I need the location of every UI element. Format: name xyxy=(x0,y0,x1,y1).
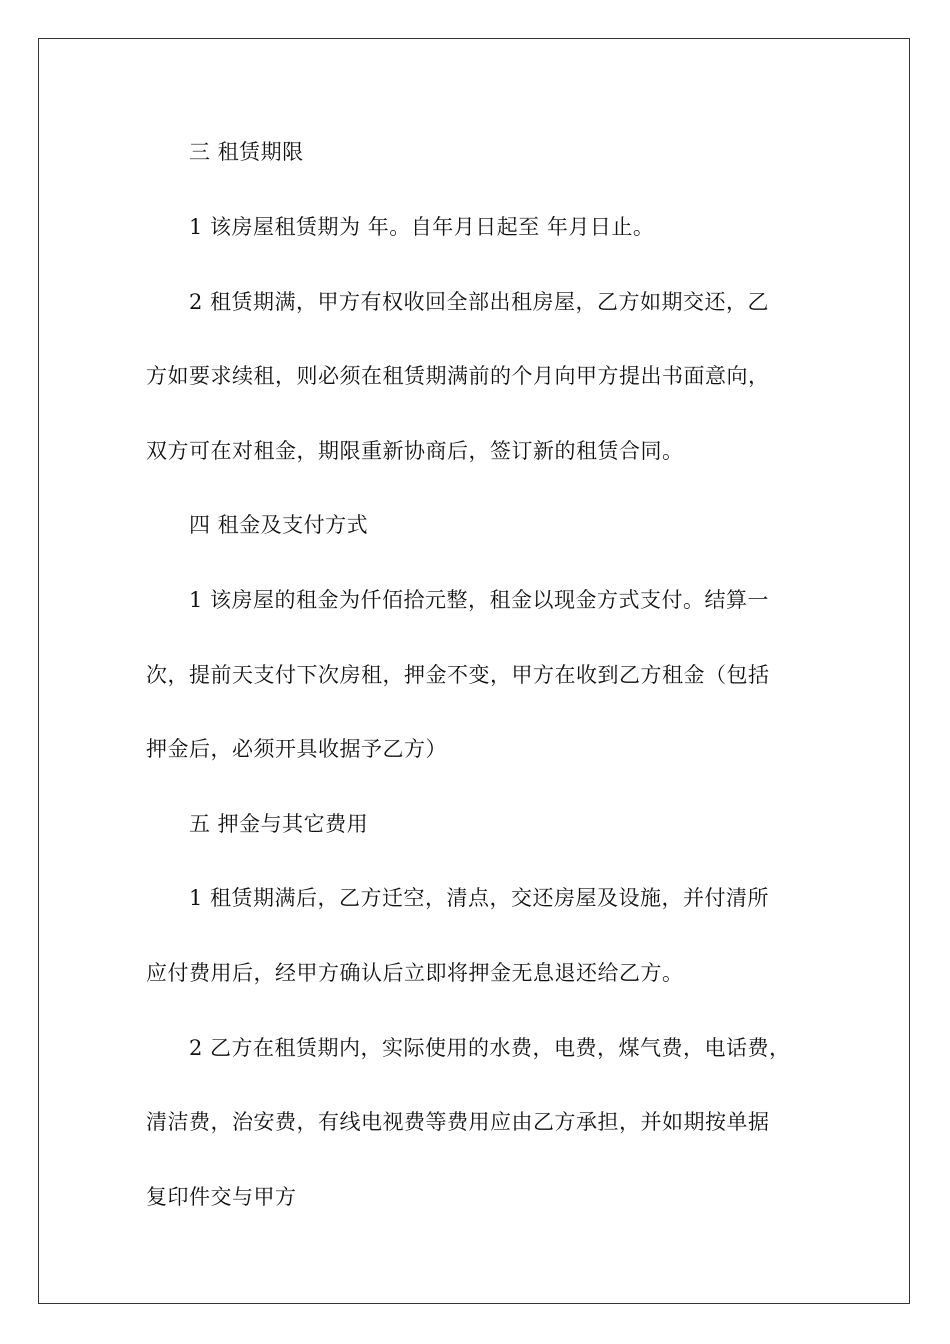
paragraph-line: 复印件交与甲方 xyxy=(146,1185,297,1209)
paragraph-line: 2 乙方在租赁期内，实际使用的水费，电费，煤气费，电话费， xyxy=(189,1036,791,1060)
paragraph-line: 应付费用后，经甲方确认后立即将押金无息退还给乙方。 xyxy=(146,961,684,985)
section-heading-deposit-fees: 五 押金与其它费用 xyxy=(189,812,369,836)
paragraph-line: 方如要求续租，则必须在租赁期满前的个月向甲方提出书面意向， xyxy=(146,364,770,388)
section-heading-rent-payment: 四 租金及支付方式 xyxy=(189,513,369,537)
section-heading-lease-term: 三 租赁期限 xyxy=(189,140,304,164)
paragraph-line: 清洁费，治安费，有线电视费等费用应由乙方承担，并如期按单据 xyxy=(146,1110,770,1134)
paragraph-line: 1 租赁期满后，乙方迁空，清点，交还房屋及设施，并付清所 xyxy=(189,886,770,910)
paragraph-line: 双方可在对租金，期限重新协商后，签订新的租赁合同。 xyxy=(146,439,684,463)
paragraph-line: 1 该房屋租赁期为 年。自年月日起至 年月日止。 xyxy=(189,215,655,239)
paragraph-line: 1 该房屋的租金为仟佰拾元整，租金以现金方式支付。结算一 xyxy=(189,588,770,612)
paragraph-line: 2 租赁期满，甲方有权收回全部出租房屋，乙方如期交还，乙 xyxy=(189,290,770,314)
paragraph-line: 押金后，必须开具收据予乙方） xyxy=(146,737,447,761)
paragraph-line: 次，提前天支付下次房租，押金不变，甲方在收到乙方租金（包括 xyxy=(146,663,770,687)
